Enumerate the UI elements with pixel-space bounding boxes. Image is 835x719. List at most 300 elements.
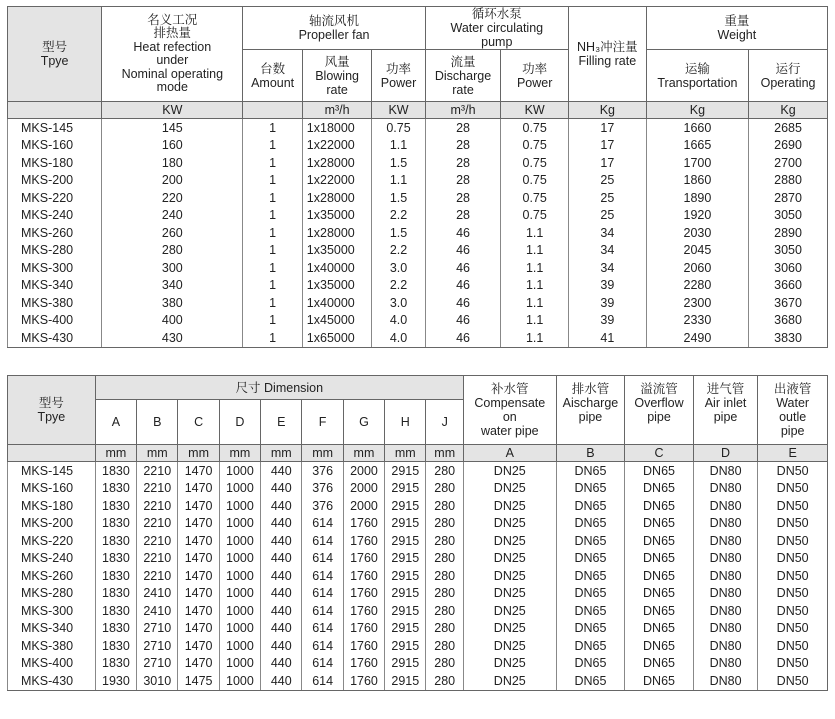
model-cell: MKS-260 <box>8 567 96 585</box>
value-cell: 0.75 <box>501 137 569 155</box>
value-cell: 1760 <box>343 532 384 550</box>
dim-unit: mm <box>178 445 219 462</box>
dimension-row <box>8 585 828 603</box>
value-cell: 1000 <box>219 462 260 480</box>
value-cell: 1760 <box>343 655 384 673</box>
dimension-row <box>8 637 828 655</box>
value-cell: DN80 <box>693 532 758 550</box>
value-cell: 1000 <box>219 602 260 620</box>
value-cell: 145 <box>102 119 243 137</box>
model-cell: MKS-160 <box>8 480 96 498</box>
value-cell: DN80 <box>693 637 758 655</box>
dimension-header-en: Dimension <box>264 380 324 395</box>
performance-row <box>8 294 828 312</box>
dimension-row <box>8 602 828 620</box>
value-cell: 3010 <box>137 672 178 690</box>
pipe-header-1 <box>556 376 625 445</box>
value-cell: 2.2 <box>372 277 425 295</box>
weight-header-cn: 重量 <box>724 14 750 28</box>
weight-operating-en: Operating <box>760 75 816 90</box>
value-cell: 2710 <box>137 655 178 673</box>
value-cell: DN80 <box>693 602 758 620</box>
value-cell: 1760 <box>343 602 384 620</box>
value-cell: 1475 <box>178 672 219 690</box>
value-cell: DN65 <box>556 620 625 638</box>
value-cell: DN25 <box>463 532 556 550</box>
pipe-code: B <box>556 445 625 462</box>
model-cell: MKS-145 <box>8 462 96 480</box>
value-cell: DN80 <box>693 672 758 690</box>
value-cell: 1000 <box>219 515 260 533</box>
value-cell: 1000 <box>219 672 260 690</box>
value-cell: 3.0 <box>372 259 425 277</box>
value-cell: 280 <box>426 515 463 533</box>
dim-unit: mm <box>137 445 178 462</box>
value-cell: 1.1 <box>501 259 569 277</box>
value-cell: 2700 <box>749 154 828 172</box>
value-cell: 1470 <box>178 655 219 673</box>
value-cell: 2.2 <box>372 207 425 225</box>
value-cell: 17 <box>568 154 646 172</box>
performance-row <box>8 312 828 330</box>
value-cell: 1830 <box>95 620 136 638</box>
fan-power-en: Power <box>380 75 417 90</box>
value-cell: 1920 <box>646 207 748 225</box>
value-cell: 1 <box>243 119 302 137</box>
value-cell: DN65 <box>625 462 694 480</box>
model-cell: MKS-200 <box>8 172 102 190</box>
value-cell: 2915 <box>385 497 426 515</box>
pipe-header-0 <box>463 376 556 445</box>
value-cell: 1 <box>243 294 302 312</box>
value-cell: 3060 <box>749 259 828 277</box>
performance-row <box>8 329 828 347</box>
value-cell: DN50 <box>758 655 828 673</box>
value-cell: 4.0 <box>372 329 425 347</box>
value-cell: DN65 <box>556 515 625 533</box>
pump-header-en: Water circulating pump <box>450 21 544 49</box>
model-cell: MKS-160 <box>8 137 102 155</box>
value-cell: 1x28000 <box>302 224 372 242</box>
value-cell: 1 <box>243 224 302 242</box>
model-cell: MKS-280 <box>8 242 102 260</box>
value-cell: 3660 <box>749 277 828 295</box>
value-cell: 2710 <box>137 620 178 638</box>
unit-amount <box>243 102 302 119</box>
fan-amount-header <box>243 50 302 102</box>
pipe-code: C <box>625 445 694 462</box>
value-cell: 1.1 <box>501 277 569 295</box>
value-cell: DN65 <box>625 497 694 515</box>
value-cell: 300 <box>102 259 243 277</box>
dimension-row <box>8 655 828 673</box>
value-cell: 2300 <box>646 294 748 312</box>
pipe-code: E <box>758 445 828 462</box>
performance-table-body <box>8 119 828 348</box>
value-cell: 2915 <box>385 602 426 620</box>
value-cell: 1.5 <box>372 154 425 172</box>
value-cell: DN65 <box>625 515 694 533</box>
model-cell: MKS-380 <box>8 294 102 312</box>
value-cell: DN65 <box>556 637 625 655</box>
value-cell: 1470 <box>178 602 219 620</box>
pipe-cn: 排水管 <box>571 382 610 396</box>
pump-power-cn: 功率 <box>522 61 548 76</box>
fan-header-en: Propeller fan <box>298 28 370 42</box>
value-cell: 614 <box>302 637 343 655</box>
value-cell: 1830 <box>95 602 136 620</box>
value-cell: 440 <box>261 637 302 655</box>
value-cell: DN50 <box>758 462 828 480</box>
pump-power-en: Power <box>516 75 553 90</box>
value-cell: 1830 <box>95 550 136 568</box>
value-cell: 1830 <box>95 637 136 655</box>
value-cell: DN65 <box>625 567 694 585</box>
value-cell: 17 <box>568 119 646 137</box>
value-cell: 1 <box>243 312 302 330</box>
value-cell: 1470 <box>178 532 219 550</box>
unit-blowing: m³/h <box>302 102 372 119</box>
value-cell: 440 <box>261 550 302 568</box>
value-cell: 1470 <box>178 550 219 568</box>
value-cell: 280 <box>426 497 463 515</box>
value-cell: 2915 <box>385 672 426 690</box>
value-cell: 1x18000 <box>302 119 372 137</box>
dim-unit: mm <box>426 445 463 462</box>
value-cell: 2280 <box>646 277 748 295</box>
value-cell: DN25 <box>463 672 556 690</box>
value-cell: DN25 <box>463 462 556 480</box>
value-cell: 1x40000 <box>302 294 372 312</box>
value-cell: DN80 <box>693 567 758 585</box>
model-cell: MKS-400 <box>8 655 96 673</box>
value-cell: 1470 <box>178 620 219 638</box>
value-cell: DN25 <box>463 497 556 515</box>
dim-unit: mm <box>261 445 302 462</box>
unit-type <box>8 102 102 119</box>
value-cell: 2210 <box>137 532 178 550</box>
fan-power-header <box>372 50 425 102</box>
type-header-cn: 型号 <box>42 40 68 54</box>
model-cell: MKS-300 <box>8 602 96 620</box>
fan-header-cn: 轴流风机 <box>309 14 360 28</box>
value-cell: DN65 <box>625 585 694 603</box>
value-cell: 1830 <box>95 497 136 515</box>
value-cell: DN50 <box>758 620 828 638</box>
value-cell: DN25 <box>463 567 556 585</box>
value-cell: DN65 <box>625 550 694 568</box>
value-cell: 1760 <box>343 620 384 638</box>
value-cell: 2685 <box>749 119 828 137</box>
value-cell: 440 <box>261 655 302 673</box>
value-cell: 280 <box>426 550 463 568</box>
value-cell: DN65 <box>625 602 694 620</box>
performance-row <box>8 137 828 155</box>
value-cell: 3830 <box>749 329 828 347</box>
value-cell: DN25 <box>463 515 556 533</box>
value-cell: DN50 <box>758 637 828 655</box>
dim-unit: mm <box>385 445 426 462</box>
value-cell: 280 <box>426 637 463 655</box>
value-cell: 2915 <box>385 620 426 638</box>
value-cell: DN50 <box>758 532 828 550</box>
value-cell: DN65 <box>625 655 694 673</box>
value-cell: 280 <box>426 602 463 620</box>
value-cell: 1 <box>243 259 302 277</box>
performance-row <box>8 154 828 172</box>
value-cell: 1 <box>243 242 302 260</box>
value-cell: 280 <box>102 242 243 260</box>
value-cell: 1 <box>243 137 302 155</box>
value-cell: 28 <box>425 207 501 225</box>
filling-header-cn: NH₃冲注量 <box>577 40 638 54</box>
value-cell: 2210 <box>137 515 178 533</box>
value-cell: 17 <box>568 137 646 155</box>
value-cell: DN65 <box>556 585 625 603</box>
value-cell: 1760 <box>343 515 384 533</box>
dimension-table <box>7 375 828 691</box>
value-cell: 2915 <box>385 655 426 673</box>
model-cell: MKS-430 <box>8 672 96 690</box>
value-cell: 1930 <box>95 672 136 690</box>
value-cell: 1470 <box>178 497 219 515</box>
value-cell: DN65 <box>556 567 625 585</box>
weight-operating-header <box>749 50 828 102</box>
dimension-row <box>8 550 828 568</box>
value-cell: 280 <box>426 532 463 550</box>
value-cell: 0.75 <box>372 119 425 137</box>
unit-heat: KW <box>102 102 243 119</box>
value-cell: 614 <box>302 672 343 690</box>
value-cell: 2060 <box>646 259 748 277</box>
value-cell: 1.1 <box>501 312 569 330</box>
value-cell: 240 <box>102 207 243 225</box>
heat-header <box>102 7 243 102</box>
dim-letter: G <box>343 400 384 445</box>
value-cell: 1470 <box>178 637 219 655</box>
value-cell: 1x65000 <box>302 329 372 347</box>
value-cell: 1000 <box>219 620 260 638</box>
value-cell: 1x40000 <box>302 259 372 277</box>
value-cell: 46 <box>425 277 501 295</box>
model-cell: MKS-240 <box>8 207 102 225</box>
value-cell: 614 <box>302 515 343 533</box>
value-cell: 2030 <box>646 224 748 242</box>
value-cell: 430 <box>102 329 243 347</box>
dim-letter: H <box>385 400 426 445</box>
model-cell: MKS-280 <box>8 585 96 603</box>
weight-header <box>646 7 827 50</box>
value-cell: DN25 <box>463 655 556 673</box>
value-cell: 280 <box>426 462 463 480</box>
value-cell: 440 <box>261 532 302 550</box>
value-cell: 280 <box>426 585 463 603</box>
type-header <box>8 7 102 102</box>
value-cell: DN50 <box>758 497 828 515</box>
value-cell: DN65 <box>556 602 625 620</box>
value-cell: DN50 <box>758 515 828 533</box>
weight-operating-cn: 运行 <box>775 61 801 76</box>
pipe-code: A <box>463 445 556 462</box>
value-cell: 1x28000 <box>302 189 372 207</box>
dim-letter: D <box>219 400 260 445</box>
unit-operating: Kg <box>749 102 828 119</box>
dimension-table-body <box>8 462 828 691</box>
model-cell: MKS-400 <box>8 312 102 330</box>
value-cell: 34 <box>568 259 646 277</box>
pipe-cn: 溢流管 <box>640 382 678 396</box>
dim-unit: mm <box>343 445 384 462</box>
value-cell: 614 <box>302 602 343 620</box>
value-cell: 0.75 <box>501 207 569 225</box>
value-cell: DN65 <box>625 637 694 655</box>
value-cell: 1760 <box>343 585 384 603</box>
value-cell: DN50 <box>758 585 828 603</box>
model-cell: MKS-200 <box>8 515 96 533</box>
model-cell: MKS-340 <box>8 620 96 638</box>
dim-type-header <box>8 376 96 445</box>
value-cell: 28 <box>425 119 501 137</box>
value-cell: 39 <box>568 277 646 295</box>
value-cell: 46 <box>425 224 501 242</box>
value-cell: 1760 <box>343 672 384 690</box>
value-cell: 220 <box>102 189 243 207</box>
value-cell: DN25 <box>463 602 556 620</box>
dim-letter: F <box>302 400 343 445</box>
value-cell: DN65 <box>556 462 625 480</box>
fan-blowing-cn: 风量 <box>324 54 350 69</box>
pipe-en: Compensate on water pipe <box>474 396 546 438</box>
value-cell: 1.1 <box>501 224 569 242</box>
dimension-row <box>8 462 828 480</box>
pipe-header-2 <box>625 376 694 445</box>
dim-type-header-en: Tpye <box>37 410 66 424</box>
value-cell: DN65 <box>625 480 694 498</box>
value-cell: 1470 <box>178 515 219 533</box>
value-cell: 41 <box>568 329 646 347</box>
value-cell: 1 <box>243 329 302 347</box>
value-cell: 2690 <box>749 137 828 155</box>
model-cell: MKS-220 <box>8 532 96 550</box>
model-cell: MKS-340 <box>8 277 102 295</box>
value-cell: 376 <box>302 497 343 515</box>
value-cell: 1000 <box>219 637 260 655</box>
value-cell: 2915 <box>385 480 426 498</box>
value-cell: DN50 <box>758 602 828 620</box>
dim-letter: J <box>426 400 463 445</box>
value-cell: 1x22000 <box>302 172 372 190</box>
pipe-en: Air inlet pipe <box>704 396 747 424</box>
value-cell: DN25 <box>463 620 556 638</box>
value-cell: 1.1 <box>372 137 425 155</box>
dimension-row <box>8 620 828 638</box>
value-cell: 46 <box>425 329 501 347</box>
value-cell: 34 <box>568 242 646 260</box>
value-cell: 200 <box>102 172 243 190</box>
unit-pump-power: KW <box>501 102 569 119</box>
value-cell: DN25 <box>463 480 556 498</box>
value-cell: 2915 <box>385 532 426 550</box>
performance-row <box>8 189 828 207</box>
value-cell: 2.2 <box>372 242 425 260</box>
dim-unit: mm <box>95 445 136 462</box>
value-cell: DN65 <box>556 532 625 550</box>
value-cell: 1760 <box>343 637 384 655</box>
pipe-en: Aischarge pipe <box>562 396 619 424</box>
value-cell: 46 <box>425 294 501 312</box>
value-cell: 2000 <box>343 462 384 480</box>
value-cell: 1700 <box>646 154 748 172</box>
value-cell: 2210 <box>137 497 178 515</box>
value-cell: 2915 <box>385 637 426 655</box>
value-cell: 180 <box>102 154 243 172</box>
dim-unit: mm <box>302 445 343 462</box>
fan-amount-cn: 台数 <box>260 61 286 76</box>
value-cell: DN65 <box>556 480 625 498</box>
value-cell: 380 <box>102 294 243 312</box>
unit-discharge: m³/h <box>425 102 501 119</box>
filling-header <box>568 7 646 102</box>
value-cell: 1 <box>243 154 302 172</box>
value-cell: 1x35000 <box>302 207 372 225</box>
value-cell: 1000 <box>219 655 260 673</box>
value-cell: 34 <box>568 224 646 242</box>
value-cell: 2410 <box>137 602 178 620</box>
value-cell: DN65 <box>556 497 625 515</box>
weight-transport-header <box>646 50 748 102</box>
value-cell: 46 <box>425 259 501 277</box>
value-cell: 280 <box>426 480 463 498</box>
value-cell: 2870 <box>749 189 828 207</box>
value-cell: 440 <box>261 602 302 620</box>
pump-discharge-en: Discharge rate <box>434 68 492 97</box>
fan-header <box>243 7 425 50</box>
value-cell: 440 <box>261 620 302 638</box>
dimension-row <box>8 480 828 498</box>
unit-transport: Kg <box>646 102 748 119</box>
value-cell: 614 <box>302 567 343 585</box>
value-cell: 1000 <box>219 550 260 568</box>
value-cell: DN80 <box>693 550 758 568</box>
value-cell: 4.0 <box>372 312 425 330</box>
value-cell: 25 <box>568 207 646 225</box>
value-cell: 614 <box>302 550 343 568</box>
performance-row <box>8 259 828 277</box>
value-cell: 3680 <box>749 312 828 330</box>
performance-row <box>8 207 828 225</box>
value-cell: 2330 <box>646 312 748 330</box>
value-cell: 1760 <box>343 567 384 585</box>
value-cell: 2915 <box>385 462 426 480</box>
value-cell: 28 <box>425 154 501 172</box>
pump-header-cn: 循环水泵 <box>471 7 522 21</box>
value-cell: 1000 <box>219 585 260 603</box>
value-cell: 376 <box>302 480 343 498</box>
pipe-cn: 进气管 <box>706 382 745 396</box>
value-cell: 340 <box>102 277 243 295</box>
pump-header <box>425 7 568 50</box>
value-cell: DN50 <box>758 672 828 690</box>
performance-row <box>8 119 828 137</box>
performance-row <box>8 224 828 242</box>
unit-fan-power: KW <box>372 102 425 119</box>
value-cell: DN80 <box>693 515 758 533</box>
performance-row <box>8 277 828 295</box>
value-cell: 1760 <box>343 550 384 568</box>
pump-discharge-header <box>425 50 501 102</box>
value-cell: 1470 <box>178 585 219 603</box>
dimension-row <box>8 532 828 550</box>
